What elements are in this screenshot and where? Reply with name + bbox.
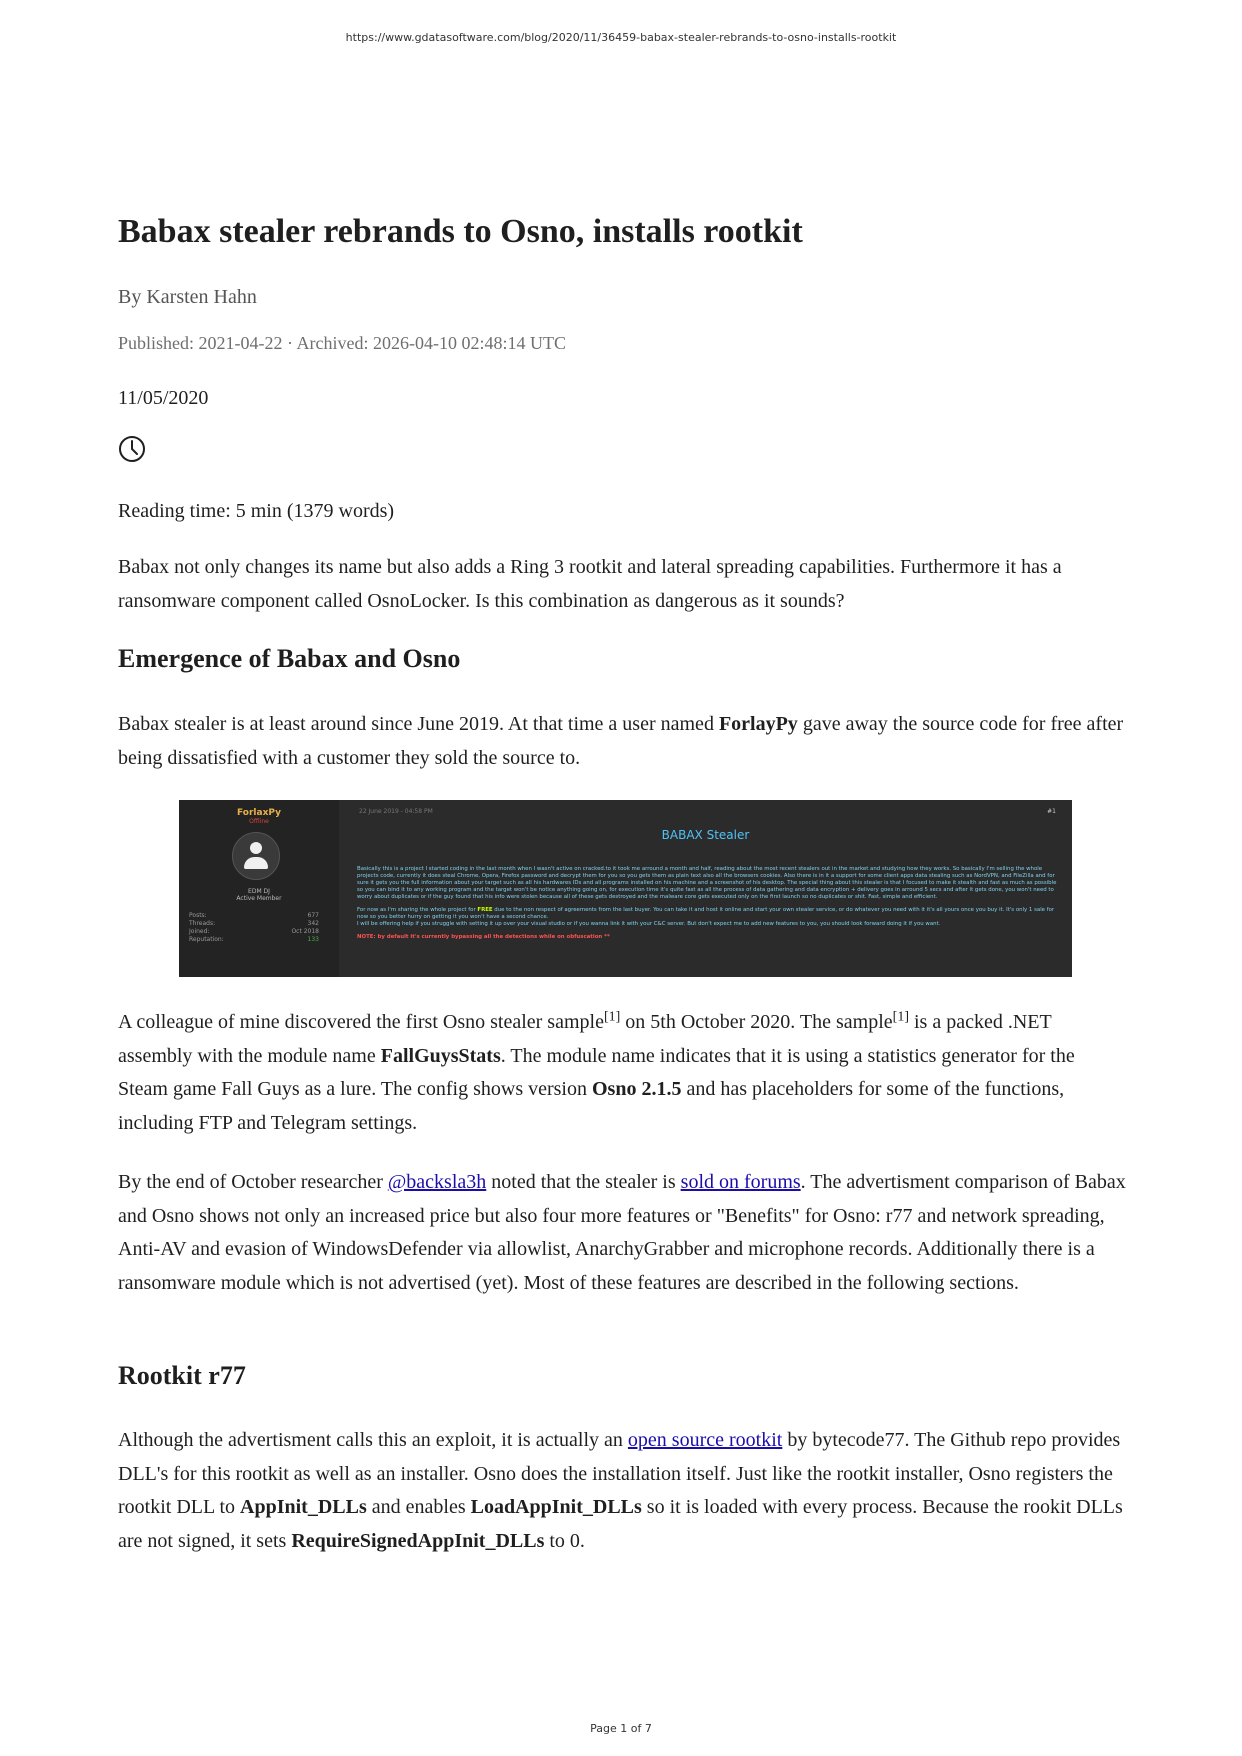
publish-meta: Published: 2021-04-22 · Archived: 2026-04-10 02:48:14 UTC [118, 333, 566, 353]
forum-post-date: 22 June 2019 - 04:58 PM [359, 808, 433, 815]
stat-row: Posts: 677 [189, 912, 319, 919]
intro-paragraph: Babax not only changes its name but also adds a Ring 3 rootkit and lateral spreading capabilities. Furthermore it has a ransomware component called OsnoLocker. Is this combination as dangerous as it sounds? [118, 556, 1062, 612]
stat-row: Reputation: 133 [189, 936, 319, 943]
page-url: https://www.gdatasoftware.com/blog/2020/11/36459-babax-stealer-rebrands-to-osno-installs-rootkit [345, 31, 897, 44]
footnote-ref[interactable]: [1] [892, 1009, 909, 1025]
author-byline: By Karsten Hahn [118, 286, 257, 308]
article-date: 11/05/2020 [118, 387, 209, 409]
page-title: Babax stealer rebrands to Osno, installs rootkit [118, 213, 803, 250]
stat-row: Threads: 342 [189, 920, 319, 927]
paragraph-october: By the end of October researcher @backsla3h noted that the stealer is sold on forums. The advertisment comparison of Babax and Osno shows not only an increased price but also four more features or "Benefits" for Osno: r77 and network spreading, Anti-AV and evasion of WindowsDefender via allowlist, AnarchyGrabber and microphone records. Additionally there is a ransomware module which is not advertised (yet). Most of these features are described in the following sections. [118, 1171, 1126, 1294]
forum-post-body: Basically this is a project I started coding in the last month when I wasn't active on cracked.to it took me arround a month and half, reading about the most recent stealers out in the market and studying how they works. So basically I'm selling the whole projects code, currently it does steal Chrome, Opera, Firefox password and decrypt them for you so you gets them as plain text also all the browsers cookies. Also there is in it a support for some client apps data stealing such as NordVPN, and FileZilla and for sure it gets you the full information about your target such as all his hardwares IDs and all programs installed on his machine and a screenshot of his desktop. The special thing about this stealer is that I focused to make it stealth and fast as much as possible so you can bind it to any working program and the target won't be notice anything going on, for execution time it's quite fast as all the process of data gathering and data encryption + delivery goes in arround 5 secs and after it gets done, you won't need to worry about duplicates or if the guy found that his info were stolen because all of these gets destroyed and the malware core gets executed only on the first launch so no duplicates or shit. Fast, simple and efficient. For now as I'm sharing the whole project for FREE due to the non respect of agreements from the last buyer. You can take it and host it online and start your own stealer service, or do whatever you need with it it's all yours once you buy it. It's only 1 sale for now so you better hurry on getting it you won't have a second chance. I will be offering help if you struggle with setting it up over your visual studio or if you wanna link it with your C&C server. But don't expect me to add new features to you, you should look forward doing it if you want. NOTE: by default it's currently bypassing all the detections while on obfuscation ** [357, 866, 1057, 940]
paragraph-colleague: A colleague of mine discovered the first Osno stealer sample[1] on 5th October 2020. The sample[1] is a packed .NET assembly with the module name FallGuysStats. The module name indicates that it is using a statistics generator for the Steam game Fall Guys as a lure. The config shows version Osno 2.1.5 and has placeholders for some of the functions, including FTP and Telegram settings. [118, 1009, 1075, 1134]
module-name-bold: FallGuysStats [380, 1044, 501, 1067]
avatar [232, 832, 280, 880]
forum-user-stats [189, 912, 319, 944]
forum-user-rank: EDM DJ Active Member [236, 888, 282, 902]
reading-time: Reading time: 5 min (1379 words) [118, 500, 395, 522]
open-source-rootkit-link[interactable]: open source rootkit [627, 1429, 783, 1451]
version-bold: Osno 2.1.5 [591, 1078, 682, 1100]
forum-post-note: NOTE: by default it's currently bypassing all the detections while on obfuscation ** [357, 934, 610, 940]
forum-post-screenshot [179, 800, 1072, 977]
footnote-ref[interactable]: [1] [603, 1009, 621, 1025]
paragraph-rootkit: Although the advertisment calls this an exploit, it is actually an open source rootkit by bytecode77. The Github repo provides DLL's for this rootkit as well as an installer. Osno does the installation itself. Just like the rootkit installer, Osno registers the rootkit DLL to AppInit_DLLs and enables LoadAppInit_DLLs so it is loaded with every process. Because the rookit DLLs are not signed, it sets RequireSignedAppInit_DLLs to 0. [118, 1429, 1123, 1552]
backsla3h-link[interactable]: @backsla3h [387, 1171, 487, 1193]
section-heading-rootkit: Rootkit r77 [118, 1361, 246, 1390]
appinit-dlls-bold: AppInit_DLLs [240, 1496, 367, 1518]
page-footer: Page 1 of 7 [590, 1722, 652, 1735]
forum-username: ForlaxPy [237, 808, 281, 818]
forum-user-panel [179, 800, 339, 977]
requiresigned-bold: RequireSignedAppInit_DLLs [291, 1529, 545, 1552]
paragraph-emergence: Babax stealer is at least around since June 2019. At that time a user named ForlayPy gave away the source code for free after being dissatisfied with a customer they sold the source to. [118, 713, 1124, 769]
stat-row: Joined: Oct 2018 [189, 928, 319, 935]
clock-icon [118, 435, 146, 463]
forum-post-title: BABAX Stealer [661, 828, 750, 842]
forlaypy-bold: ForlayPy [718, 713, 798, 735]
sold-on-forums-link[interactable]: sold on forums [680, 1171, 801, 1193]
section-heading-emergence: Emergence of Babax and Osno [118, 644, 461, 673]
forum-post-number: #1 [1047, 808, 1056, 815]
forum-user-status: Offline [249, 818, 269, 825]
loadappinit-dlls-bold: LoadAppInit_DLLs [470, 1496, 642, 1518]
